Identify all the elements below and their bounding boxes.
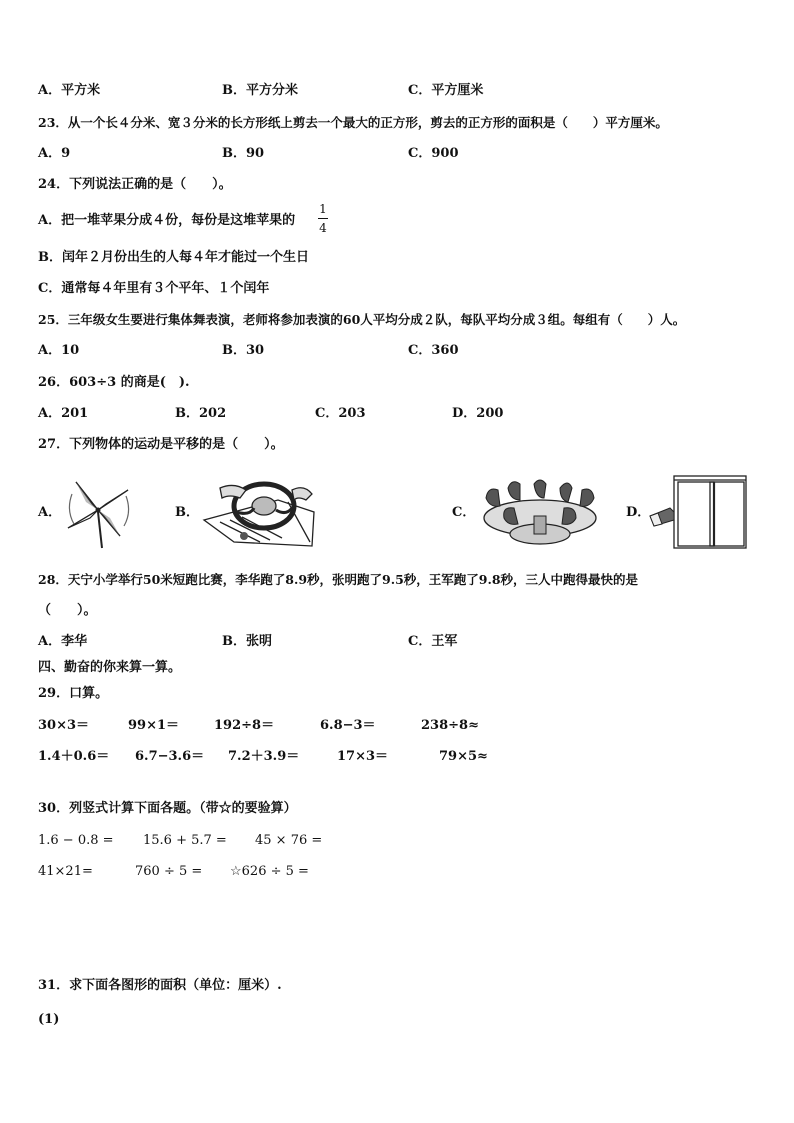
q28-stem: 28．天宁小学举行50米短跑比赛，李华跑了8.9秒，张明跑了9.5秒，王军跑了9.8秒，三人中跑得最快的是 bbox=[38, 572, 639, 587]
q27-option-b: B． bbox=[175, 505, 199, 520]
q30-row1-item: 45 × 76 = bbox=[255, 833, 323, 848]
q26-stem: 26．603÷3 的商是( ). bbox=[38, 375, 190, 390]
q25-option-a: A．10 bbox=[38, 343, 80, 358]
q23-option-b: B．90 bbox=[222, 146, 265, 161]
q29-row1-item: 238÷8≈ bbox=[421, 718, 479, 733]
q31-subquestion-label: (1) bbox=[38, 1012, 60, 1027]
q24-fraction-numerator: 1 bbox=[319, 202, 327, 216]
q29-row2-item: 1.4＋0.6＝ bbox=[38, 749, 110, 764]
q30-row2-item: 760 ÷ 5 = bbox=[135, 864, 203, 879]
q30-row2-item: 41×21= bbox=[38, 864, 93, 879]
carousel-ride-picture bbox=[478, 476, 602, 548]
q23-option-c: C．900 bbox=[408, 146, 459, 161]
steering-wheel-picture bbox=[200, 476, 316, 548]
q29-row1-item: 6.8−3＝ bbox=[320, 718, 376, 733]
q29-row2-item: 6.7−3.6＝ bbox=[135, 749, 205, 764]
q29-row2-item: 17×3＝ bbox=[337, 749, 389, 764]
q25-option-c: C．360 bbox=[408, 343, 459, 358]
q29-stem: 29．口算。 bbox=[38, 686, 109, 701]
sliding-window-picture bbox=[648, 472, 748, 550]
q29-row2-item: 79×5≈ bbox=[439, 749, 488, 764]
pinwheel-picture bbox=[58, 474, 140, 550]
q31-stem: 31．求下面各图形的面积（单位：厘米）. bbox=[38, 978, 282, 993]
q29-row2-item: 7.2＋3.9＝ bbox=[228, 749, 300, 764]
q26-option-b: B．202 bbox=[175, 406, 227, 421]
q23-stem: 23．从一个长４分米、宽３分米的长方形纸上剪去一个最大的正方形，剪去的正方形的面积是（ ）平方厘米。 bbox=[38, 115, 668, 130]
q27-stem: 27．下列物体的运动是平移的是（ ）。 bbox=[38, 437, 284, 452]
q24-fraction-denominator: 4 bbox=[319, 221, 327, 235]
q22-option-a: A．平方米 bbox=[38, 83, 101, 98]
q26-option-a: A．201 bbox=[38, 406, 89, 421]
q26-option-d: D．200 bbox=[452, 406, 504, 421]
q27-option-a: A． bbox=[38, 505, 62, 520]
q27-option-c: C． bbox=[452, 505, 476, 520]
q22-option-c: C．平方厘米 bbox=[408, 83, 484, 98]
q28-stem-continued: （ ）。 bbox=[38, 603, 97, 618]
q24-option-c: C．通常每４年里有３个平年、１个闰年 bbox=[38, 281, 270, 296]
q29-row1-item: 192÷8＝ bbox=[214, 718, 275, 733]
q29-row1-item: 99×1＝ bbox=[128, 718, 180, 733]
q24-option-b: B．闰年２月份出生的人每４年才能过一个生日 bbox=[38, 250, 309, 265]
section-4-heading: 四、勤奋的你来算一算。 bbox=[38, 660, 182, 675]
q22-option-b: B．平方分米 bbox=[222, 83, 298, 98]
q28-option-a: A．李华 bbox=[38, 634, 88, 649]
q30-row2-item: ☆626 ÷ 5 = bbox=[230, 864, 309, 879]
q25-option-b: B．30 bbox=[222, 343, 265, 358]
q29-row1-item: 30×3＝ bbox=[38, 718, 90, 733]
q24-option-a: A．把一堆苹果分成４份，每份是这堆苹果的 bbox=[38, 213, 296, 228]
q30-row1-item: 15.6 + 5.7 = bbox=[143, 833, 227, 848]
q26-option-c: C．203 bbox=[315, 406, 366, 421]
q30-stem: 30．列竖式计算下面各题。（带☆的要验算） bbox=[38, 801, 297, 816]
q24-fraction-bar bbox=[318, 218, 328, 219]
q28-option-b: B．张明 bbox=[222, 634, 272, 649]
q25-stem: 25．三年级女生要进行集体舞表演，老师将参加表演的60人平均分成２队，每队平均分成３组。每组有（ ）人。 bbox=[38, 312, 686, 327]
q27-option-d: D． bbox=[626, 505, 651, 520]
q24-stem: 24．下列说法正确的是（ ）。 bbox=[38, 177, 232, 192]
q30-row1-item: 1.6 − 0.8 = bbox=[38, 833, 114, 848]
q23-option-a: A．9 bbox=[38, 146, 71, 161]
q28-option-c: C．王军 bbox=[408, 634, 458, 649]
